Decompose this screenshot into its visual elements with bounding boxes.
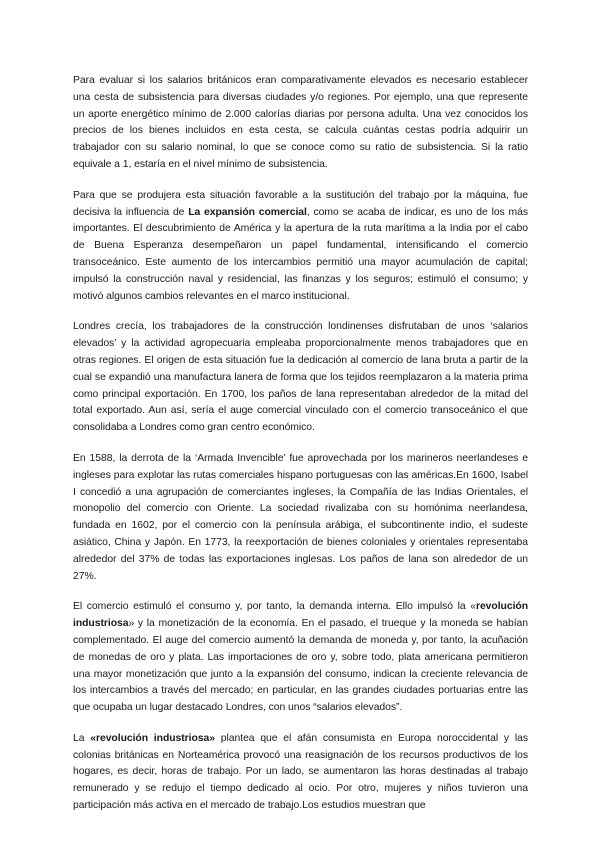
paragraph-commercial-expansion (73, 188, 528, 306)
bold-term: La expansión comercial (188, 206, 307, 218)
text-run: En 1588, la derrota de la ‘Armada Invencible’ fue aprovechada por los marineros neerlandeses e ingleses para explotar las rutas comerciales hispano portuguesas con las américas.En 1600, Isabel I concedió a una agrupación de comerciantes ingleses, la Compañía de las Indias Orientales, el monopolio del comercio con Oriente. La sociedad rivalizaba con su homónima neerlandesa, fundada en 1602, por el comercio con la península arábiga, el subcontinente indio, el sudeste asiático, China y Japón. En 1773, la reexportación de bienes coloniales y orientales representaba alrededor del 37% de todas las exportaciones inglesas. Los paños de lana son alrededor de un 27%. (73, 452, 528, 582)
text-run: , como se acaba de indicar, es uno de los más importantes. El descubrimiento de América y la apertura de la ruta marítima a la India por el cabo de Buena Esperanza desempeñaron un papel fundamental, intensificando el comercio transoceánico. Este aumento de los intercambios permitió una mayor acumulación de capital; impulsó la construcción naval y residencial, las finanzas y los seguros; estimuló el consumo; y motivó algunos cambios relevantes en el marco institucional. (73, 206, 528, 302)
bold-term: revolución industriosa (73, 601, 528, 630)
paragraph-armada-1588 (73, 451, 528, 585)
paragraph-london-growth (73, 319, 528, 437)
text-run: Para que se produjera esta situación favorable a la sustitución del trabajo por la máquina, fue decisiva la influencia de (73, 189, 528, 218)
paragraph-trade-consumption (73, 599, 528, 717)
paragraph-subsistence-ratio (73, 73, 528, 174)
text-run: plantea que el afán consumista en Europa noroccidental y las colonias británicas en Norteamérica provocó una reasignación de los recursos productivos de los hogares, es decir, horas de trabajo. Por un lado, se aumentaron las horas destinadas al trabajo remunerado y se redujo el tiempo dedicado al ocio. Por otro, mujeres y niños tuvieron una participación más activa en el mercado de trabajo.Los estudios muestran que (73, 732, 528, 812)
text-run: » y la monetización de la economía. En el pasado, el trueque y la moneda se habían complementado. El auge del comercio aumentó la demanda de moneda y, por tanto, la acuñación de monedas de oro y plata. Las importaciones de oro y, sobre todo, plata americana permitieron una mayor monetización que junto a la expansión del consumo, indican la creciente relevancia de los intercambios a través del mercado; en particular, en las grandes ciudades portuarias entre las que ocupaba un lugar destacado Londres, con unos “salarios elevados”. (73, 618, 528, 714)
text-run: La (73, 732, 91, 744)
bold-term: «revolución industriosa» (90, 732, 215, 744)
text-run: El comercio estimuló el consumo y, por tanto, la demanda interna. Ello impulsó la « (73, 601, 476, 613)
document-body (73, 73, 528, 829)
text-run: Para evaluar si los salarios británicos eran comparativamente elevados es necesario establecer una cesta de subsistencia para diversas ciudades y/o regiones. Por ejemplo, una que represente un aporte energético mínimo de 2.000 calorías diarias por persona adulta. Una vez conocidos los precios de los bienes incluidos en esta cesta, se calcula cuántas cestas podría adquirir un trabajador con su salario nominal, lo que se conoce como su ratio de subsistencia. Si la ratio equivale a 1, estaría en el nivel mínimo de subsistencia. (73, 75, 528, 170)
paragraph-industrious-revolution (73, 731, 528, 815)
text-run: Londres crecía, los trabajadores de la construcción londinenses disfrutaban de unos ‘salarios elevados’ y la actividad agropecuaria empleaba proporcionalmente menos trabajadores que en otras regiones. El origen de esta situación fue la dedicación al comercio de lana bruta a partir de la cual se expandió una manufactura lanera de forma que los tejidos reemplazaron a la materia prima como principal exportación. En 1700, los paños de lana representaban alrededor de la mitad del total exportado. Aun así, sería el auge comercial vinculado con el comercio transoceánico el que consolidaba a Londres como gran centro económico. (73, 321, 528, 434)
